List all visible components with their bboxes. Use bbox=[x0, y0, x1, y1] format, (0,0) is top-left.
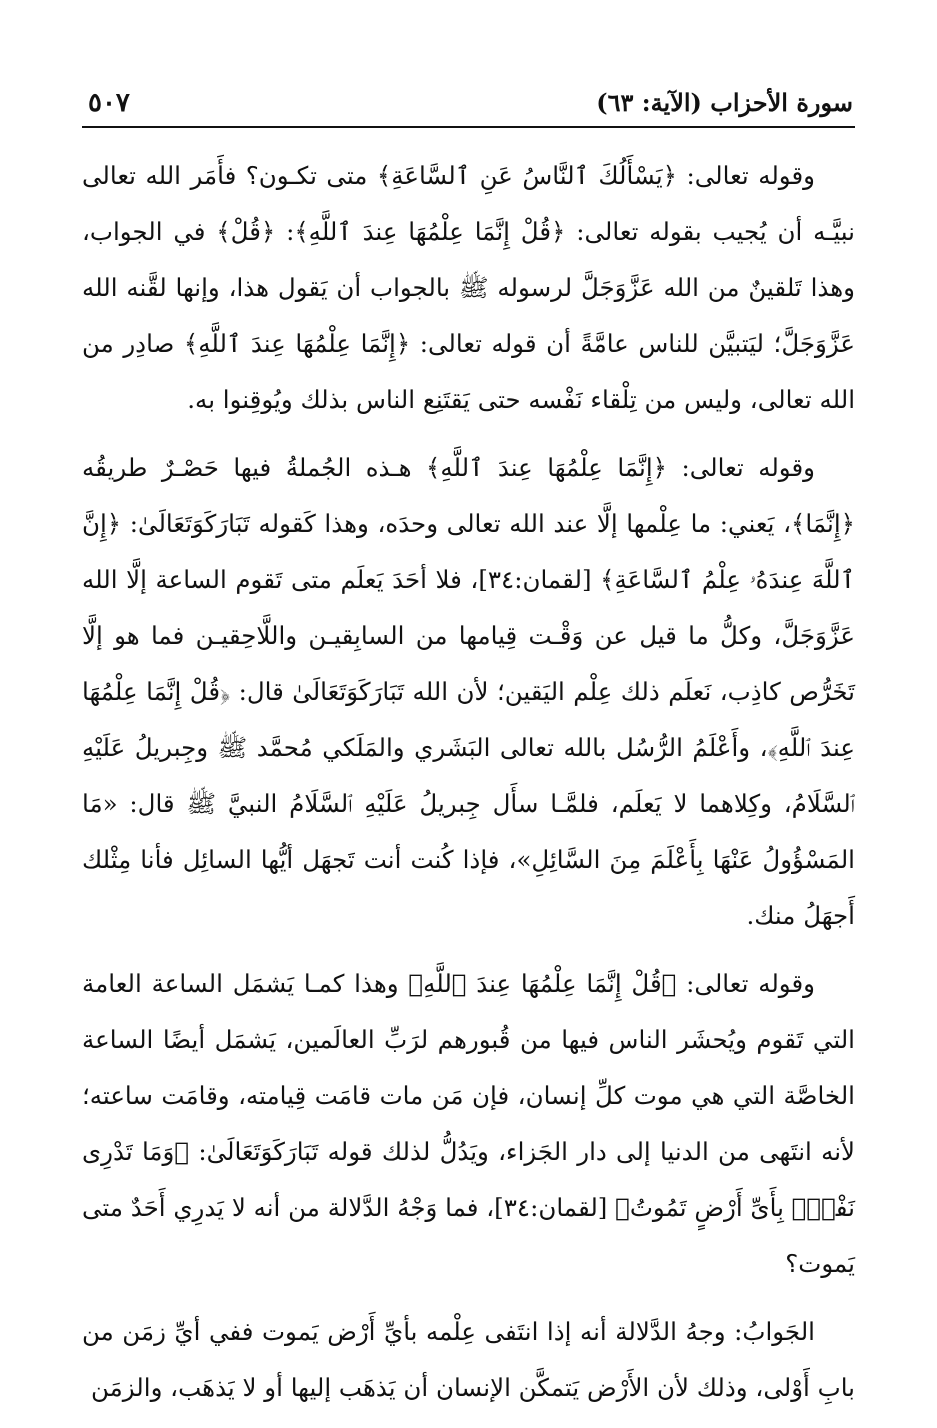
page-header bbox=[82, 88, 855, 128]
header-divider bbox=[82, 126, 855, 128]
paragraph: وقوله تعالى: ﴿قُلْ إِنَّمَا عِلْمُهَا عِندَ ٱللَّهِ﴾ وهذا كمـا يَشمَل الساعة العامة التي تَقوم ويُحشَر الناس فيها من قُبورهم لرَبِّ العالَمين، يَشمَل أيضًا الساعة الخاصَّة التي هي موت كلِّ إنسان، فإن مَن مات قامَت قِيامته، وقامَت ساعته؛ لأنه انتَهى من الدنيا إلى دار الجَزاء، ويَدُلُّ لذلك قوله تَبَارَكَوَتَعَالَىٰ: ﴿وَمَا تَدْرِى نَفْسٌۢ بِأَىِّ أَرْضٍ تَمُوتُ﴾ [لقمان:٣٤]، فما وَجْهُ الدَّلالة من أنه لا يَدرِي أَحَدٌ متى يَموت؟ bbox=[82, 969, 856, 1278]
surah-title: سورة الأحزاب (الآية: ٦٣) bbox=[596, 88, 853, 117]
page-number: ٥٠٧ bbox=[88, 88, 130, 118]
paragraph: وقوله تعالى: ﴿إِنَّمَا عِلْمُهَا عِندَ ٱللَّهِ﴾ هـذه الجُملةُ فيها حَصْـرٌ طريقُه ﴿إِنَّمَا﴾، يَعني: ما عِلْمها إلَّا عند الله تعالى وحدَه، وهذا كَقوله تَبَارَكَوَتَعَالَىٰ: ﴿إِنَّ ٱللَّهَ عِندَهُۥ عِلْمُ ٱلسَّاعَةِ﴾ [لقمان:٣٤]، فلا أحَدَ يَعلَم متى تَقوم الساعة إلَّا الله عَزَّوَجَلَّ، وكلُّ ما قيل عن وَقْـت قِيامها من السابِقيـن واللَّاحِقيـن فما هو إلَّا تَخَرُّص كاذِب، نَعلَم ذلك عِلْم اليَقين؛ لأن الله تَبَارَكَوَتَعَالَىٰ قال: ﴿قُلْ إِنَّمَا عِلْمُهَا عِندَ ٱللَّهِ﴾، وأَعْلَمُ الرُّسُل بالله تعالى البَشَري والمَلَكي مُحمَّد ﷺ وجِبريلُ عَلَيْهِ ٱلسَّلَامُ، وكِلاهما لا يَعلَم، فلمَّـا سأَل جِبريلُ عَلَيْهِ ٱلسَّلَامُ النبيَّ ﷺ قال: «مَا المَسْؤُولُ عَنْهَا بِأَعْلَمَ مِنَ السَّائِلِ»، فإذا كُنت أنت تَجهَل أيُّها السائِل فأنا مِثْلك أَجهَلُ منك. bbox=[82, 453, 855, 930]
page-body bbox=[82, 148, 855, 1428]
paragraph: الجَوابُ: وجهُ الدَّلالة أنه إذا انتَفى عِلْمه بأيِّ أَرْض يَموت ففي أيِّ زمَن من بابِ أَوْلى، وذلك لأن الأَرْض يَتمكَّن الإنسان أن يَذهَب إليها أو لا يَذهَب، والزمَن bbox=[82, 1317, 855, 1402]
paragraph: وقوله تعالى: ﴿يَسْأَلُكَ ٱلنَّاسُ عَنِ ٱلسَّاعَةِ﴾ متى تكـون؟ فأَمَر الله تعالى نبيَّـه أن يُجيب بقوله تعالى: ﴿قُلْ إِنَّمَا عِلْمُهَا عِندَ ٱللَّهِ﴾: ﴿قُلْ﴾ في الجواب، وهذا تَلقينٌ من الله عَزَّوَجَلَّ لرسوله ﷺ بالجواب أن يَقول هذا، وإنها لقَّنه الله عَزَّوَجَلَّ؛ ليَتبيَّن للناس عامَّةً أن قوله تعالى: ﴿إِنَّمَا عِلْمُهَا عِندَ ٱللَّهِ﴾ صادِر من الله تعالى، وليس من تِلْقاء نَفْسه حتى يَقتَنِع الناس بذلك ويُوقِنوا به. bbox=[82, 161, 855, 414]
